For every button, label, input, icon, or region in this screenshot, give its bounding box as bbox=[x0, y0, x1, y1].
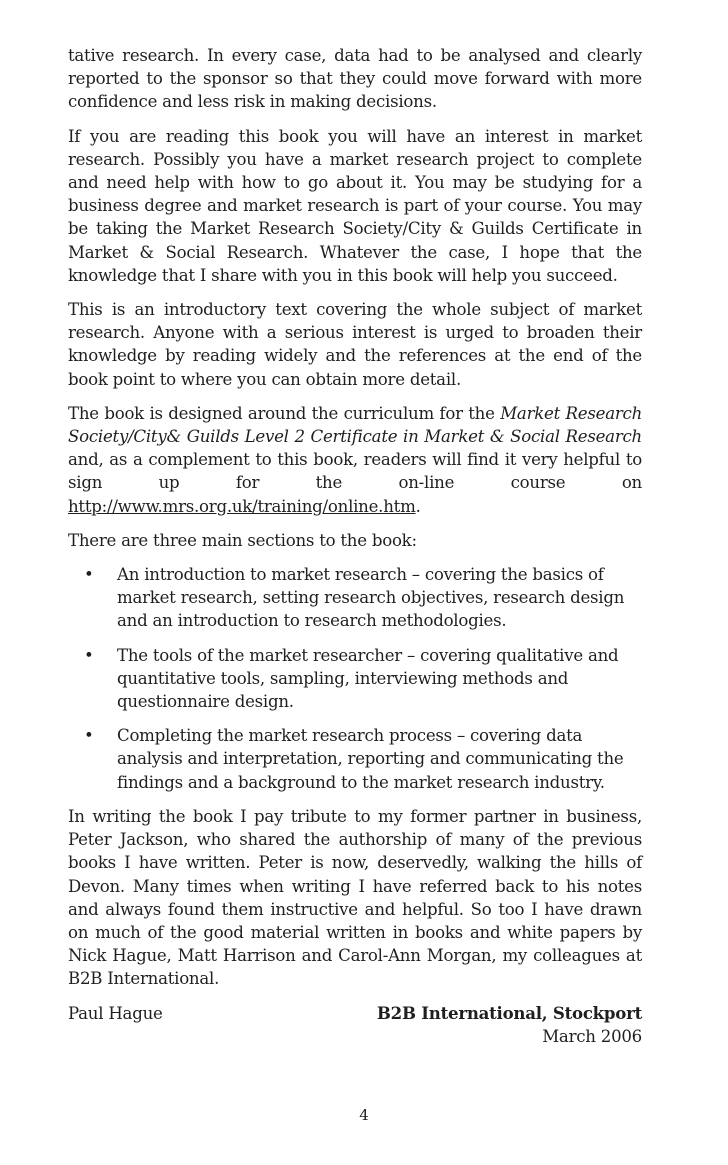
curriculum-text-start: The book is designed around the curriculum for the bbox=[68, 403, 501, 423]
list-item bbox=[68, 724, 642, 794]
paragraph-continuation: tative research. In every case, data had to be analysed and clearly reported to the sponsor so that they could move forward with more confidence and less risk in making decisions. bbox=[68, 46, 642, 112]
paragraph-introductory: This is an introductory text covering the whole subject of market research. Anyone with a serious interest is urged to broaden their knowledge by reading widely and the references at the end of the book point to where you can obtain more detail. bbox=[68, 300, 642, 389]
list-item bbox=[68, 644, 642, 714]
sections-intro: There are three main sections to the book: bbox=[68, 530, 417, 550]
paragraph-interest: If you are reading this book you will have an interest in market research. Possibly you have a market research project to complete and need help with how to go about it. You may be studying for a business degree and market research is part of your course. You may be taking the Market Research Society/City & Guilds Certificate in Market & Social Research. Whatever the case, I hope that the knowledge that I share with you in this book will help you succeed. bbox=[68, 126, 642, 285]
list-item-text: An introduction to market research – covering the basics of market research, setting research objectives, research design and an introduction to research methodologies. bbox=[117, 565, 625, 631]
online-course-link[interactable]: http://www.mrs.org.uk/training/online.htm bbox=[68, 496, 416, 516]
curriculum-text-middle: and, as a complement to this book, readers will find it very helpful to sign up for the on-line course on bbox=[68, 450, 642, 493]
paragraph-curriculum bbox=[68, 402, 642, 518]
bullet-icon: • bbox=[84, 645, 94, 665]
paragraph-tribute: In writing the book I pay tribute to my former partner in business, Peter Jackson, who shared the authorship of many of the previous books I have written. Peter is now, deservedly, walking the hills of Devon. Many times when writing I have referred back to his notes and always found them instructive and helpful. So too I have drawn on much of the good material written in books and white papers by Nick Hague, Matt Harrison and Carol-Ann Morgan, my colleagues at B2B International. bbox=[68, 806, 642, 989]
curriculum-text-end: . bbox=[415, 496, 421, 516]
list-item-text: The tools of the market researcher – covering qualitative and quantitative tools, sampling, interviewing methods and questionnaire design. bbox=[117, 645, 619, 712]
bullet-icon: • bbox=[84, 726, 94, 746]
curriculum-certificate-title: Market Research Society/City& Guilds Level 2 Certificate in Market & Social Research bbox=[68, 403, 643, 447]
bullet-icon: • bbox=[84, 565, 94, 585]
organisation-name: B2B International, Stockport bbox=[376, 1002, 642, 1023]
sections-list bbox=[68, 563, 642, 794]
page-number: 4 bbox=[359, 1106, 369, 1124]
document-page bbox=[68, 44, 642, 1048]
signature-date: March 2006 bbox=[542, 1026, 642, 1046]
author-name: Paul Hague bbox=[68, 1003, 163, 1023]
signature-line bbox=[68, 1002, 642, 1025]
list-item bbox=[68, 563, 642, 633]
list-item-text: Completing the market research process – covering data analysis and interpretation, reporting and communicating the findings and a background to the market research industry. bbox=[117, 726, 624, 792]
